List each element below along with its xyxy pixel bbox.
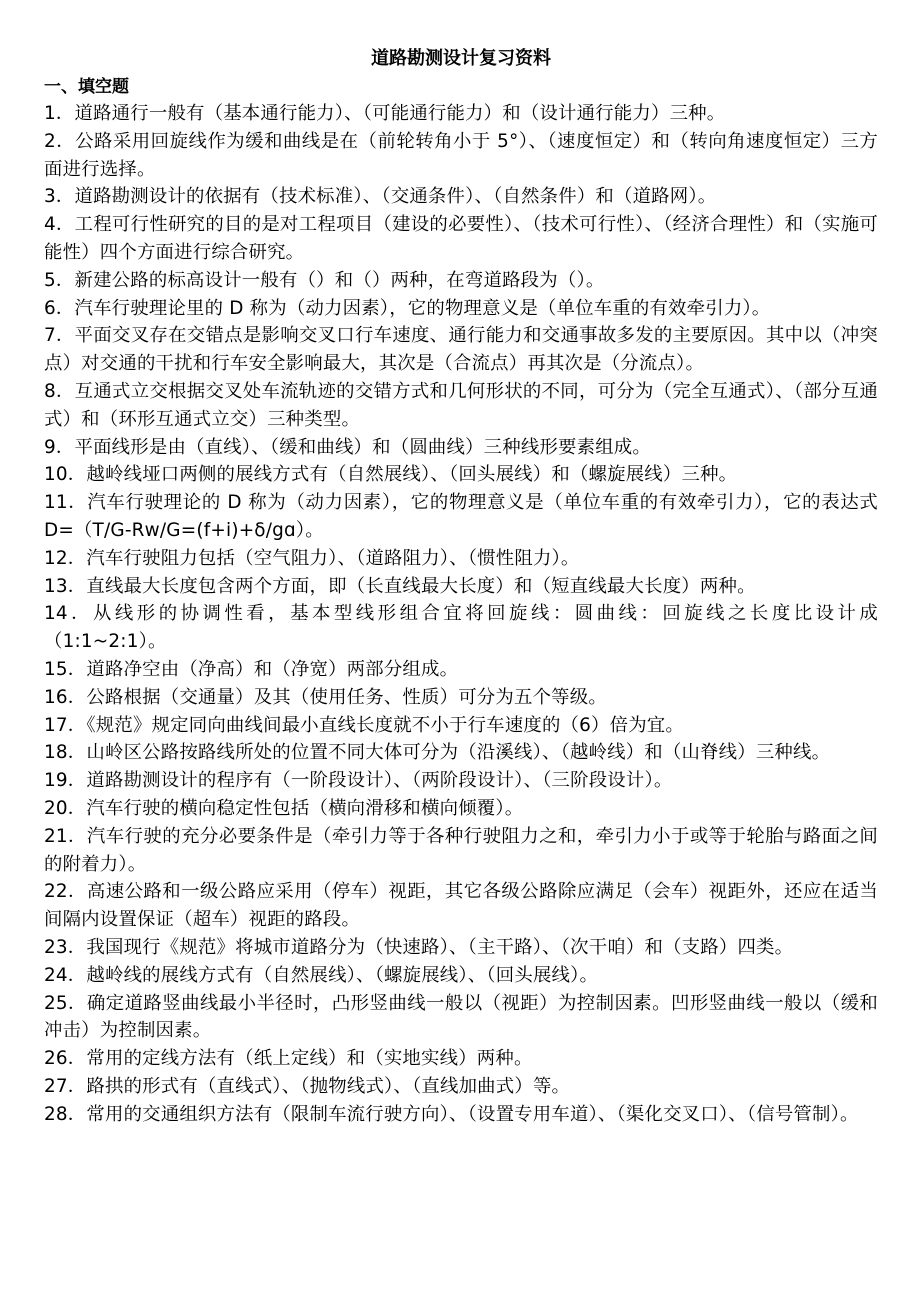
question-item-18: 18．山岭区公路按路线所处的位置不同大体可分为（沿溪线）、（越岭线）和（山脊线）三种线。 — [44, 742, 831, 764]
question-item-26: 26．常用的定线方法有（纸上定线）和（实地实线）两种。 — [44, 1048, 533, 1070]
question-item-24: 24．越岭线的展线方式有（自然展线）、（螺旋展线）、（回头展线）。 — [44, 964, 599, 986]
question-item-11: 11．汽车行驶理论的 D 称为（动力因素），它的物理意义是（单位车重的有效牵引力），它的表达式 D=（T/G-Rw/G=(f+i)+δ/gɑ）。 — [44, 492, 878, 541]
question-item-17: 17．《规范》规定同向曲线间最小直线长度就不小于行车速度的（6）倍为宜。 — [44, 714, 684, 736]
question-item-16: 16．公路根据（交通量）及其（使用任务、性质）可分为五个等级。 — [44, 686, 607, 708]
question-item-20: 20．汽车行驶的横向稳定性包括（横向滑移和横向倾覆）。 — [44, 797, 524, 819]
question-item-27: 27．路拱的形式有（直线式）、（抛物线式）、（直线加曲式）等。 — [44, 1075, 571, 1097]
question-item-22: 22．高速公路和一级公路应采用（停车）视距，其它各级公路除应满足（会车）视距外，还应在适当间隔内设置保证（超车）视距的路段。 — [44, 881, 878, 931]
question-item-12: 12．汽车行驶阻力包括（空气阻力）、（道路阻力）、（惯性阻力）。 — [44, 547, 580, 569]
question-item-19: 19．道路勘测设计的程序有（一阶段设计）、（两阶段设计）、（三阶段设计）。 — [44, 770, 673, 792]
question-item-13: 13．直线最大长度包含两个方面，即（长直线最大长度）和（短直线最大长度）两种。 — [44, 575, 756, 597]
question-item-9: 9．平面线形是由（直线）、（缓和曲线）和（圆曲线）三种线形要素组成。 — [44, 436, 651, 458]
question-item-7: 7．平面交叉存在交错点是影响交叉口行车速度、通行能力和交通事故多发的主要原因。其中以（冲突点）对交通的干扰和行车安全影响最大，其次是（合流点）再其次是（分流点）。 — [44, 325, 878, 375]
question-item-2: 2．公路采用回旋线作为缓和曲线是在（前轮转角小于 5°）、（速度恒定）和（转向角速度恒定）三方面进行选择。 — [44, 130, 878, 180]
question-item-23: 23．我国现行《规范》将城市道路分为（快速路）、（主干路）、（次干咱）和（支路）四类。 — [44, 936, 794, 958]
question-item-15: 15．道路净空由（净高）和（净宽）两部分组成。 — [44, 658, 459, 680]
question-item-8: 8．互通式立交根据交叉处车流轨迹的交错方式和几何形状的不同，可分为（完全互通式）、（部分互通式）和（环形互通式立交）三种类型。 — [44, 380, 878, 430]
question-item-28: 28．常用的交通组织方法有（限制车流行驶方向）、（设置专用车道）、（渠化交叉口）、（信号管制）。 — [44, 1103, 859, 1125]
question-item-3: 3．道路勘测设计的依据有（技术标准）、（交通条件）、（自然条件）和（道路网）。 — [44, 186, 717, 208]
question-item-10: 10．越岭线垭口两侧的展线方式有（自然展线）、（回头展线）和（螺旋展线）三种。 — [44, 464, 738, 486]
question-item-4: 4．工程可行性研究的目的是对工程项目（建设的必要性）、（技术可行性）、（经济合理性）和（实施可能性）四个方面进行综合研究。 — [44, 214, 878, 263]
question-item-1: 1．道路通行一般有（基本通行能力）、（可能通行能力）和（设计通行能力）三种。 — [44, 103, 726, 124]
section-heading: 一、填空题 — [44, 77, 129, 97]
question-item-5: 5．新建公路的标高设计一般有（）和（）两种，在弯道路段为（）。 — [44, 269, 605, 291]
document-title: 道路勘测设计复习资料 — [371, 48, 551, 69]
question-item-14: 14．从线形的协调性看，基本型线形组合宜将回旋线：圆曲线：回旋线之长度比设计成（1:1~2:1）。 — [44, 603, 878, 653]
question-item-6: 6．汽车行驶理论里的 D 称为（动力因素），它的物理意义是（单位车重的有效牵引力）。 — [44, 297, 771, 319]
document-page — [44, 44, 878, 1128]
question-item-25: 25．确定道路竖曲线最小半径时，凸形竖曲线一般以（视距）为控制因素。凹形竖曲线一般以（缓和冲击）为控制因素。 — [44, 992, 878, 1042]
question-item-21: 21．汽车行驶的充分必要条件是（牵引力等于各种行驶阻力之和，牵引力小于或等于轮胎与路面之间的附着力）。 — [44, 825, 878, 875]
